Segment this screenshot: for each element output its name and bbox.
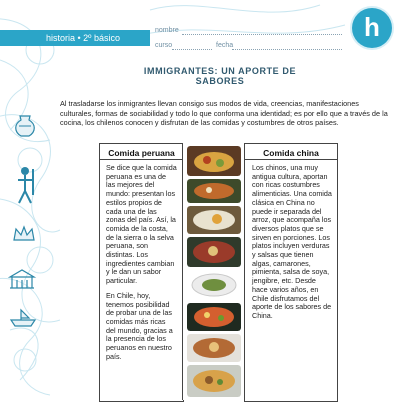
soldier-icon	[12, 165, 38, 205]
curso-field[interactable]	[172, 49, 212, 50]
dish-icon	[187, 334, 241, 362]
building-icon	[7, 268, 37, 290]
china-paragraph-1: Los chinos, una muy antigua cultura, aportan con ricas costumbres alimenticias. Una comida clásica en China no puede ir separada del arroz, que acompaña los diversos platos que se sirven en porciones. Los platos incluyen verduras y salsas que tienen algas, camarones, pimienta, salsa de soya, jengibre, etc. Desde hace varios años, en Chile disfrutamos del aporte de los sabores de China.	[252, 163, 332, 320]
dish-icon	[187, 237, 241, 267]
dish-icon	[187, 146, 241, 176]
logo	[352, 8, 392, 48]
dish-icon	[187, 179, 241, 203]
fecha-field[interactable]	[232, 49, 342, 50]
dish-icon	[187, 206, 241, 234]
china-heading: Comida china	[245, 144, 337, 160]
intro-paragraph: Al trasladarse los inmigrantes llevan consigo sus modos de vida, creencias, manifestaciones culturales, formas de sociabilidad y todo lo que conforma una identidad; es por ello que a través de la cocina, los chilenos conocen y disfrutan de las comidas y costumbres de otros países.	[60, 99, 388, 128]
nombre-label: nombre	[155, 27, 179, 34]
logo-letter: h	[364, 12, 380, 42]
peruana-column	[99, 143, 184, 402]
crown-icon	[11, 224, 37, 244]
dish-icon	[187, 303, 241, 331]
course-label: historia • 2º básico	[46, 33, 120, 43]
china-column	[244, 143, 338, 402]
page-title: IMMIGRANTES: UN APORTE DE SABORES	[143, 66, 297, 86]
ship-icon	[8, 308, 38, 328]
peruana-paragraph-1: Se dice que la comida peruana es una de las mejores del mundo: presentan los estilos propios de cada una de las zonas del país. Así, la comida de la costa, de la sierra o la selva peruana, son distintas. Los ingredientes cambian y le dan un sabor particular.	[106, 163, 177, 286]
dish-icon	[187, 365, 241, 397]
food-photo-strip	[182, 143, 246, 400]
curso-label: curso	[155, 42, 173, 49]
course-banner	[0, 30, 150, 46]
peruana-heading: Comida peruana	[100, 144, 183, 160]
dish-icon	[187, 270, 241, 300]
peruana-paragraph-2: En Chile, hoy, tenemos posibilidad de probar una de las comidas más ricas del mundo, gracias a la presencia de los peruanos en nuestro país.	[106, 290, 173, 361]
nombre-field[interactable]	[182, 34, 342, 35]
pottery-icon	[12, 112, 38, 138]
fecha-label: fecha	[216, 42, 234, 49]
